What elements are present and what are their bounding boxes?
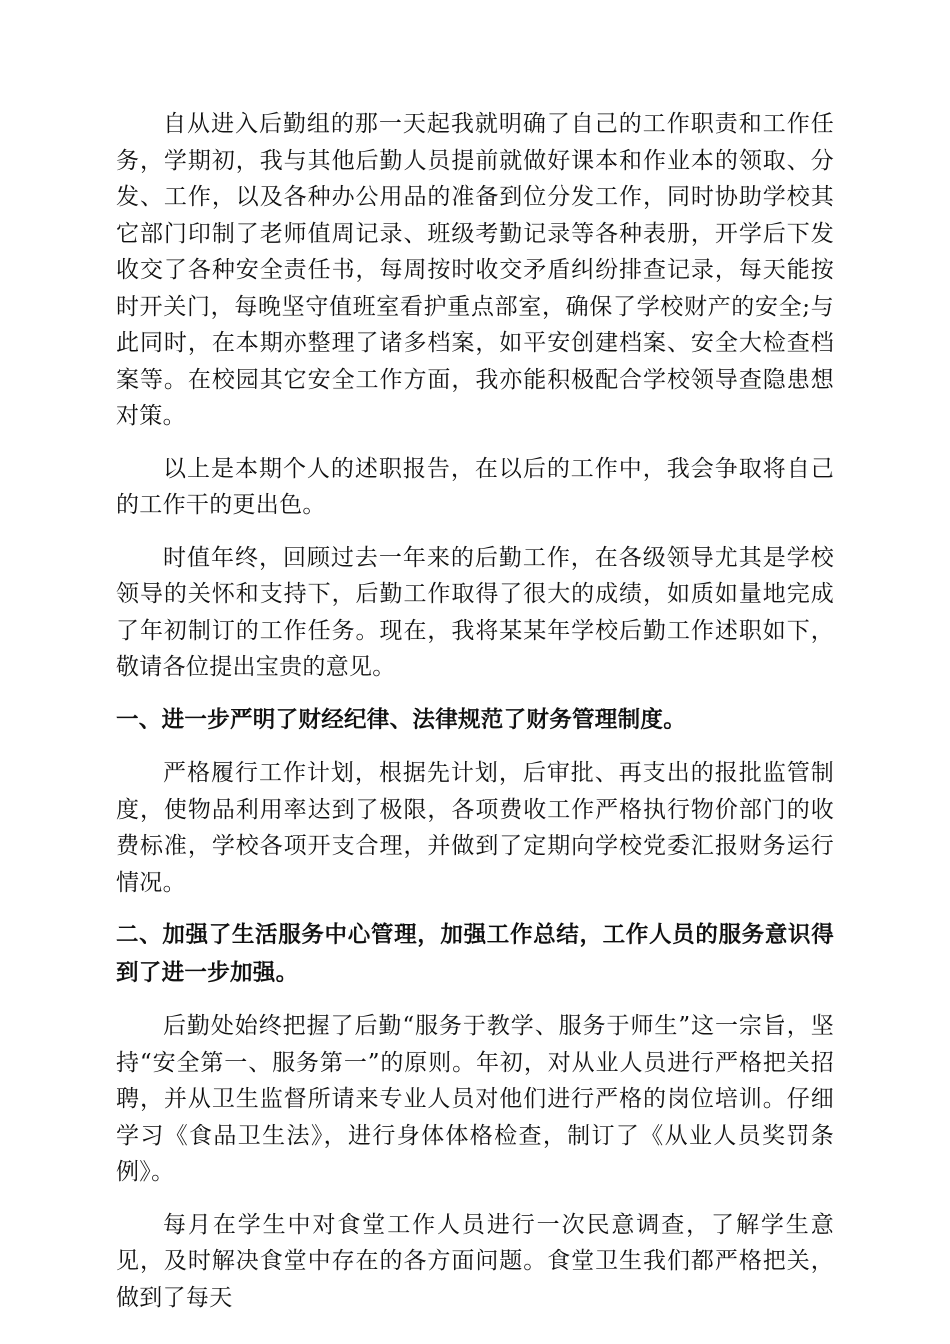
paragraph-service-principles: 后勤处始终把握了后勤“服务于教学、服务于师生”这一宗旨，坚持“安全第一、服务第一”的原则。年初，对从业人员进行严格把关招聘，并从卫生监督所请来专业人员对他们进行严格的岗位培训。仔细学习《食品卫生法》，进行身体体格检查，制订了《从业人员奖罚条例》。 [116, 1013, 834, 1185]
paragraph-logistics-duties: 自从进入后勤组的那一天起我就明确了自己的工作职责和工作任务，学期初，我与其他后勤人员提前就做好课本和作业本的领取、分发、工作，以及各种办公用品的准备到位分发工作，同时协助学校其它部门印制了老师值周记录、班级考勤记录等各种表册，开学后下发收交了各种安全责任书，每周按时收交矛盾纠纷排查记录，每天能按时开关门，每晚坚守值班室看护重点部室，确保了学校财产的安全;与此同时，在本期亦整理了诸多档案，如平安创建档案、安全大检查档案等。在校园其它安全工作方面，我亦能积极配合学校领导查隐患想对策。 [116, 111, 834, 429]
paragraph-finance-management: 严格履行工作计划，根据先计划，后审批、再支出的报批监管制度，使物品利用率达到了极限，各项费收工作严格执行物价部门的收费标准，学校各项开支合理，并做到了定期向学校党委汇报财务运行情况。 [116, 760, 834, 896]
section-heading-finance: 一、进一步严明了财经纪律、法律规范了财务管理制度。 [116, 706, 687, 733]
section-heading-service-center: 二、加强了生活服务中心管理，加强工作总结，工作人员的服务意识得到了进一步加强。 [116, 922, 834, 986]
paragraph-report-conclusion: 以上是本期个人的述职报告，在以后的工作中，我会争取将自己的工作干的更出色。 [116, 455, 834, 518]
document-page [116, 106, 834, 1332]
paragraph-year-end-review: 时值年终，回顾过去一年来的后勤工作，在各级领导尤其是学校领导的关怀和支持下，后勤工作取得了很大的成绩，如质如量地完成了年初制订的工作任务。现在，我将某某年学校后勤工作述职如下，敬请各位提出宝贵的意见。 [116, 544, 834, 680]
paragraph-canteen-survey: 每月在学生中对食堂工作人员进行一次民意调查，了解学生意见，及时解决食堂中存在的各方面问题。食堂卫生我们都严格把关，做到了每天 [116, 1211, 834, 1311]
